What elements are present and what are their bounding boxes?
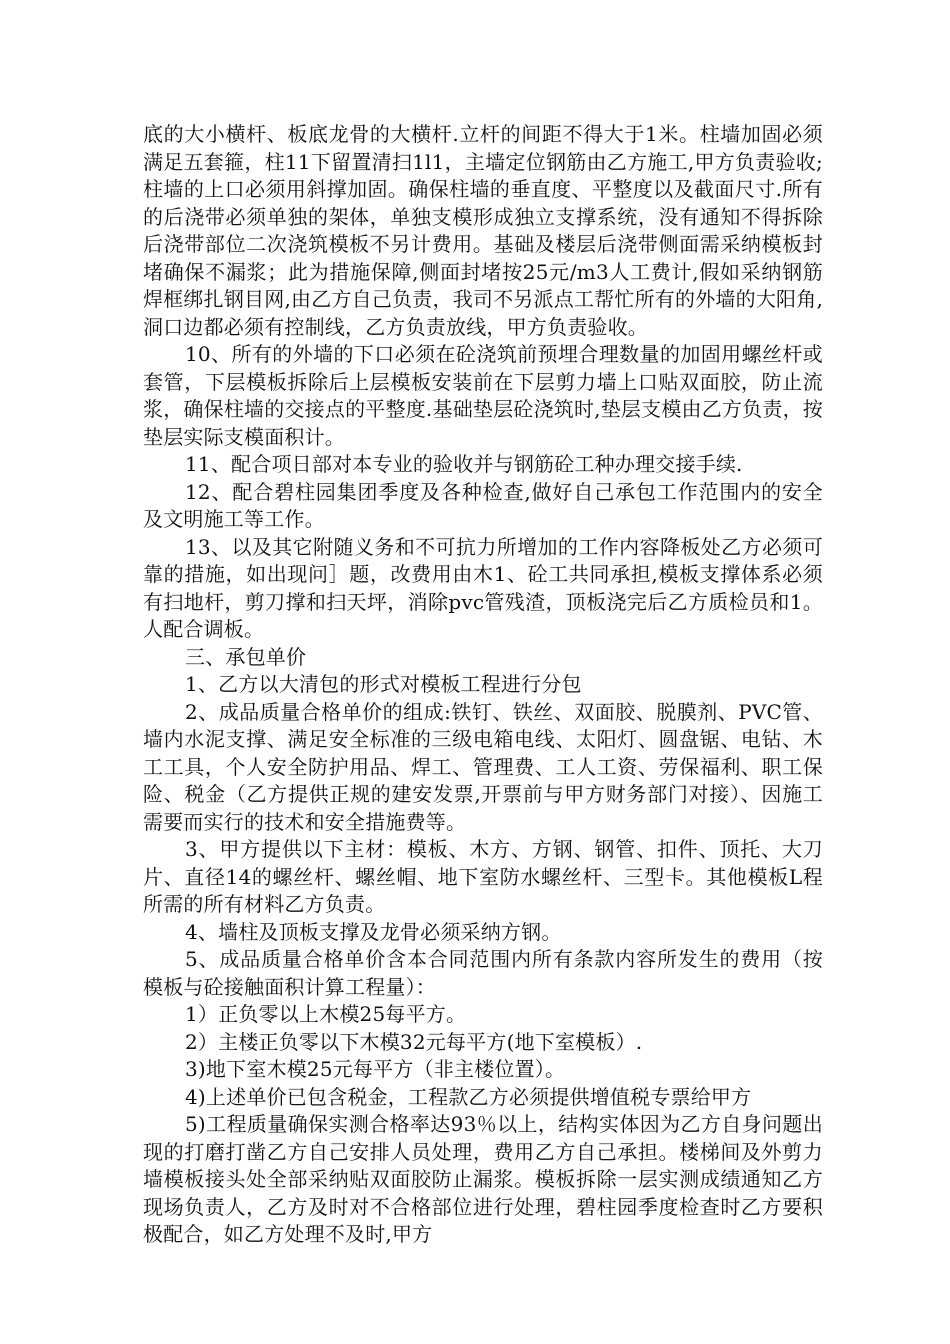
paragraph-continuation: 底的大小横杆、板底龙骨的大横杆.立杆的间距不得大于1米。柱墙加固必须满足五套箍，柱11下留置清扫1l1，主墙定位钢筋由乙方施工,甲方负责验收;柱墙的上口必须用斜撑加固。确保柱墙的垂直度、平整度以及截面尺寸.所有的后浇带必须单独的架体，单独支模形成独立支撑系统，没有通知不得拆除后浇带部位二次浇筑模板不另计费用。基础及楼层后浇带侧面需采纳模板封堵确保不漏浆；此为措施保障,侧面封堵按25元/m3人工费计,假如采纳钢筋焊框绑扎钢目网,由乙方自己负责，我司不另派点工帮忙所有的外墙的大阳角,洞口边都必须有控制线，乙方负责放线，甲方负责验收。: [143, 122, 823, 339]
sub-item-3: 3)地下室木模25元每平方（非主楼位置）。: [185, 1057, 566, 1081]
section-heading: 三、承包单价: [185, 644, 307, 669]
clause-13-paragraph: 13、以及其它附随义务和不可抗力所增加的工作内容降板处乙方必须可靠的措施，如出现问］题，改费用由木1、砼工共同承担,模板支撑体系必须有扫地杆，剪刀撑和扫天坪，消除pvc管残渣，顶板浇完后乙方质检员和1。人配合调板。: [143, 534, 823, 641]
clause-10-paragraph: 10、所有的外墙的下口必须在砼浇筑前预埋合理数量的加固用螺丝杆或套管，下层模板拆除后上层模板安装前在下层剪力墙上口贴双面胶，防止流浆，确保柱墙的交接点的平整度.基础垫层砼浇筑时,垫层支模由乙方负责，按垫层实际支模面积计。: [143, 342, 823, 449]
document-page: [143, 121, 823, 1249]
pricing-item-1: 1、乙方以大清包的形式对模板工程进行分包: [185, 672, 582, 696]
pricing-item-5: 5、成品质量合格单价含本合同范围内所有条款内容所发生的费用（按模板与砼接触面积计算工程量）：: [143, 947, 823, 999]
pricing-item-4: 4、墙柱及顶板支撑及龙骨必须采纳方钢。: [185, 919, 562, 944]
clause-11-paragraph: 11、配合项日部对本专业的验收并与钢筋砼工种办理交接手续.: [185, 452, 743, 476]
pricing-item-3: 3、甲方提供以下主材：模板、木方、方钢、钢管、扣件、顶托、大刀片、直径14的螺丝杆、螺丝帽、地下室防水螺丝杆、三型卡。其他模板L程所需的所有材料乙方负责。: [143, 837, 823, 916]
sub-item-4: 4)上述单价已包含税金，工程款乙方必须提供增值税专票给甲方: [185, 1084, 752, 1109]
sub-item-1: 1）正负零以上木模25每平方。: [185, 1002, 467, 1026]
clause-12-paragraph: 12、配合碧柱园集团季度及各种检查,做好自己承包工作范围内的安全及文明施工等工作。: [143, 479, 823, 531]
sub-item-2: 2）主楼正负零以下木模32元每平方(地下室模板）.: [185, 1029, 643, 1054]
pricing-item-2: 2、成品质量合格单价的组成:铁钉、铁丝、双面胶、脱膜剂、PVC管、墙内水泥支撑、满足安全标准的三级电箱电线、太阳灯、圆盘锯、电钻、木工工具，个人安全防护用品、焊工、管理费、工人工资、劳保福利、职工保险、税金（乙方提供正规的建安发票,开票前与甲方财务部门对接）、因施工需要而实行的技术和安全措施费等。: [143, 699, 823, 834]
sub-item-5: 5)工程质量确保实测合格率达93％以上，结构实体因为乙方自身问题出现的打磨打凿乙方自己安排人员处理，费用乙方自己承担。楼梯间及外剪力墙模板接头处全部采纳贴双面胶防止漏浆。模板拆除一层实测成绩通知乙方现场负责人，乙方及时对不合格部位进行处理，碧柱园季度检查时乙方要积极配合，如乙方处理不及时,甲方: [143, 1112, 823, 1246]
